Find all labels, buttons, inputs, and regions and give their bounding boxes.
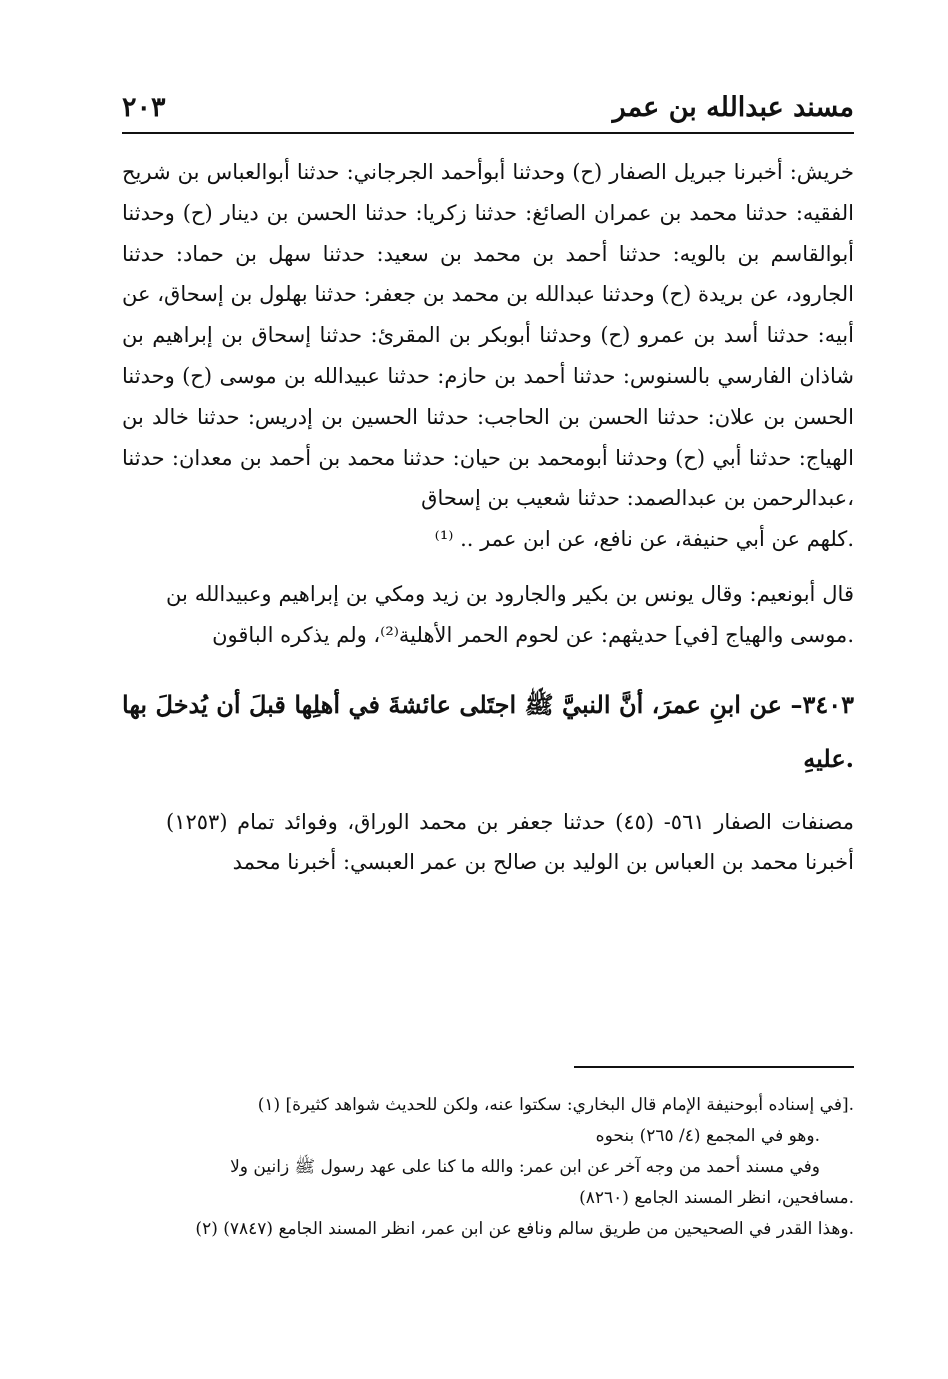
hadith-text — [122, 678, 854, 786]
text-line: حدثنا عبيدالله بن موسى (ح) وحدثنا الحسن بن علان: حدثنا الحسن بن الحاجب: — [122, 363, 854, 429]
page-header — [122, 0, 854, 130]
text-line: خريش: أخبرنا جبريل الصفار (ح) وحدثنا أبوأحمد الجرجاني: حدثنا أبوالعباس بن — [170, 160, 854, 184]
source-paragraph — [122, 802, 854, 884]
summary-line: كلهم عن أبي حنيفة، عن نافع، عن ابن عمر .. ⁽¹⁾. — [434, 527, 854, 552]
text-line: مصنفات الصفار ٥٦١- (٤٥) حدثنا جعفر بن محمد الوراق، وفوائد تمام — [227, 809, 855, 834]
text-line: شعيب بن إسحاق، — [421, 486, 854, 511]
text-line: حدثنا الحسين بن إدريس: حدثنا خالد بن الهياج: حدثنا أبي (ح) وحدثنا أبومحمد — [122, 404, 854, 470]
text-line: (١٢٥٣) أخبرنا محمد بن العباس بن الوليد بن صالح بن عمر العبسي: أخبرنا محمد — [166, 809, 854, 875]
abu-nuaim-paragraph — [122, 574, 854, 656]
footnote-separator — [574, 1066, 854, 1068]
page-number: ٢٠٣ — [122, 92, 166, 123]
text-line: وعبيدالله بن موسى والهياج [في] حديثهم: عن لحوم الحمر الأهلية⁽²⁾، ولم يذكره — [166, 581, 848, 647]
text-line: حماد: حدثنا الجارود، عن بريدة (ح) وحدثنا عبدالله بن محمد بن جعفر: حدثنا — [122, 241, 854, 307]
isnad-paragraph — [122, 152, 854, 519]
text-line: شريح الفقيه: حدثنا محمد بن عمران الصائغ: حدثنا زكريا: حدثنا الحسن بن دينار — [122, 160, 855, 225]
text-line: بهلول بن إسحاق، عن أبيه: حدثنا أسد بن عمرو (ح) وحدثنا أبوبكر بن المقرئ: — [122, 282, 854, 348]
text-line: بن حيان: حدثنا محمد بن أحمد بن معدان: حدثنا عبدالرحمن بن عبدالصمد: حدثنا — [122, 445, 848, 511]
text-line: حدثنا إسحاق بن إبراهيم بن شاذان الفارسي بالسنوس: حدثنا أحمد بن حازم: — [122, 323, 854, 388]
footnotes — [122, 1090, 854, 1245]
hadith-line: بها عليهِ. — [122, 689, 854, 773]
text-line: قال أبونعيم: وقال يونس بن بكير والجارود بن زيد ومكي بن إبراهيم — [271, 581, 854, 606]
text-line: (ح) وحدثنا أبوالقاسم بن بالويه: حدثنا أحمد بن محمد بن سعيد: حدثنا سهل بن — [122, 200, 855, 266]
text-line: الباقون. — [212, 622, 854, 647]
hadith-line: ٣٤٠٣– عن ابنِ عمرَ، أنَّ النبيَّ ﷺ اجتَلى عائشةَ في أهلِها قبلَ أن يُدخلَ — [147, 689, 854, 719]
footnote-1-continuation: مسافحين، انظر المسند الجامع (٨٢٦٠). — [579, 1188, 854, 1208]
footnote-1: (١) [في إسناده أبوحنيفة الإمام قال البخاري: سكتوا عنه، ولكن للحديث شواهد كثيرة]. — [257, 1095, 854, 1115]
footnote-1-continuation: وهو في المجمع (٤/ ٢٦٥) بنحوه. — [595, 1126, 820, 1146]
running-title: مسند عبدالله بن عمر — [612, 92, 854, 123]
footnote-1-continuation: وفي مسند أحمد من وجه آخر عن ابن عمر: والله ما كنا على عهد رسول ﷺ زانين ولا — [230, 1157, 820, 1177]
header-rule — [122, 132, 854, 134]
footnote-2: (٢) وهذا القدر في الصحيحين من طريق سالم ونافع عن ابن عمر، انظر المسند الجامع (٧٨٤٧). — [195, 1219, 854, 1239]
main-text — [122, 152, 854, 883]
